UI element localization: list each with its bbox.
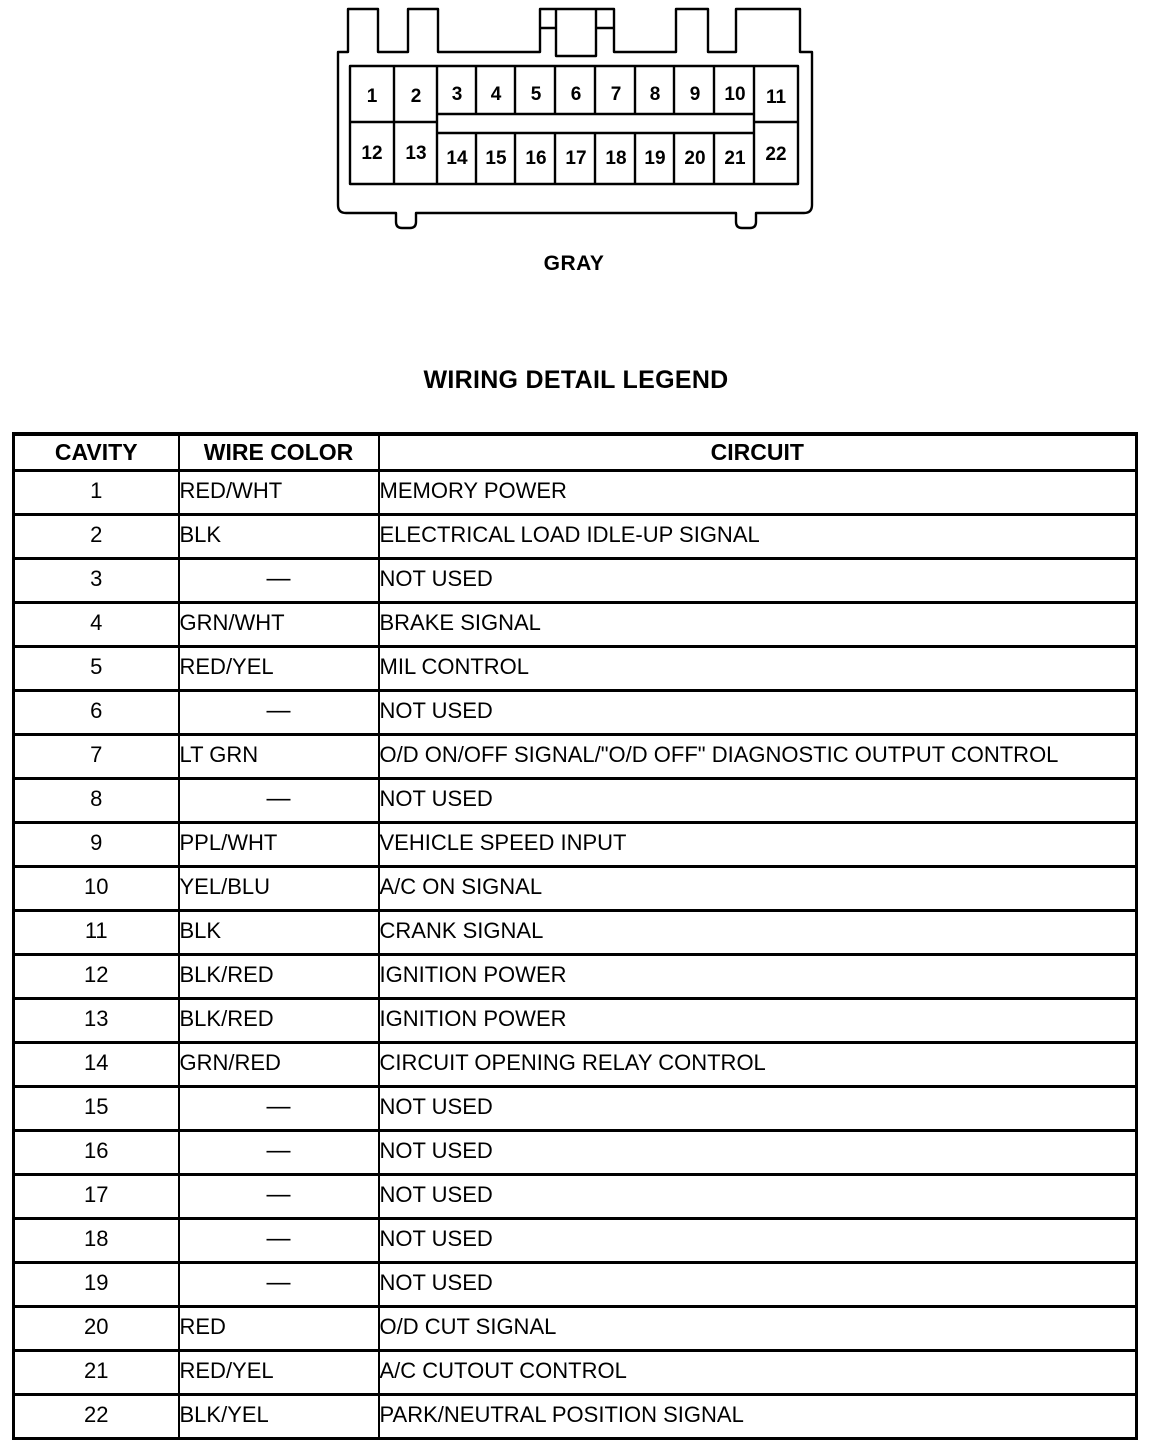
header-cavity: CAVITY	[14, 434, 179, 471]
pin-label: 20	[684, 148, 706, 169]
wire-color-cell: —	[179, 559, 379, 603]
wire-color-cell: RED/WHT	[179, 471, 379, 515]
pin-label: 22	[765, 144, 787, 165]
table-row	[14, 779, 1137, 823]
circuit-cell: NOT USED	[379, 1131, 1137, 1175]
wire-color-cell: RED	[179, 1307, 379, 1351]
table-row	[14, 999, 1137, 1043]
cavity-cell: 8	[14, 779, 179, 823]
table-row	[14, 735, 1137, 779]
pin-label: 14	[446, 148, 468, 169]
cavity-cell: 13	[14, 999, 179, 1043]
wire-color-cell: BLK/RED	[179, 955, 379, 999]
pin-label: 4	[490, 84, 502, 105]
circuit-cell: NOT USED	[379, 1175, 1137, 1219]
table-row	[14, 603, 1137, 647]
cavity-cell: 15	[14, 1087, 179, 1131]
circuit-cell: A/C CUTOUT CONTROL	[379, 1351, 1137, 1395]
circuit-cell: O/D CUT SIGNAL	[379, 1307, 1137, 1351]
wire-color-cell: GRN/WHT	[179, 603, 379, 647]
cavity-cell: 12	[14, 955, 179, 999]
connector-key	[540, 9, 614, 56]
circuit-cell: A/C ON SIGNAL	[379, 867, 1137, 911]
pin-label: 11	[765, 87, 787, 108]
cavity-cell: 7	[14, 735, 179, 779]
pin-label: 1	[366, 86, 378, 107]
wire-color-cell: BLK/YEL	[179, 1395, 379, 1439]
wire-color-cell: —	[179, 1263, 379, 1307]
wire-color-cell: BLK	[179, 515, 379, 559]
table-row	[14, 1395, 1137, 1439]
wire-color-cell: RED/YEL	[179, 647, 379, 691]
cavity-cell: 11	[14, 911, 179, 955]
cavity-cell: 4	[14, 603, 179, 647]
pin-label: 10	[724, 84, 746, 105]
connector-color-label: GRAY	[543, 252, 605, 275]
wire-color-cell: RED/YEL	[179, 1351, 379, 1395]
table-row	[14, 955, 1137, 999]
circuit-cell: CRANK SIGNAL	[379, 911, 1137, 955]
circuit-cell: NOT USED	[379, 779, 1137, 823]
circuit-cell: PARK/NEUTRAL POSITION SIGNAL	[379, 1395, 1137, 1439]
circuit-cell: MIL CONTROL	[379, 647, 1137, 691]
circuit-cell: VEHICLE SPEED INPUT	[379, 823, 1137, 867]
header-circuit: CIRCUIT	[379, 434, 1137, 471]
cavity-cell: 2	[14, 515, 179, 559]
wire-color-cell: —	[179, 779, 379, 823]
wire-color-cell: —	[179, 691, 379, 735]
wire-color-cell: BLK/RED	[179, 999, 379, 1043]
table-row	[14, 823, 1137, 867]
wire-color-cell: —	[179, 1219, 379, 1263]
legend-body	[14, 471, 1137, 1439]
wire-color-cell: GRN/RED	[179, 1043, 379, 1087]
cavity-cell: 1	[14, 471, 179, 515]
table-row	[14, 1175, 1137, 1219]
pin-label: 19	[644, 148, 666, 169]
wire-color-cell: YEL/BLU	[179, 867, 379, 911]
wire-color-cell: —	[179, 1087, 379, 1131]
pin-label: 16	[525, 148, 547, 169]
cavity-cell: 18	[14, 1219, 179, 1263]
table-row	[14, 559, 1137, 603]
table-row	[14, 471, 1137, 515]
circuit-cell: O/D ON/OFF SIGNAL/"O/D OFF" DIAGNOSTIC OUTPUT CONTROL	[379, 735, 1137, 779]
pin-label: 9	[689, 84, 701, 105]
wire-color-cell: —	[179, 1175, 379, 1219]
cavity-cell: 17	[14, 1175, 179, 1219]
table-row	[14, 691, 1137, 735]
pin-label: 18	[605, 148, 627, 169]
cavity-cell: 9	[14, 823, 179, 867]
table-row	[14, 1087, 1137, 1131]
table-row	[14, 515, 1137, 559]
table-row	[14, 1263, 1137, 1307]
circuit-cell: ELECTRICAL LOAD IDLE-UP SIGNAL	[379, 515, 1137, 559]
circuit-cell: CIRCUIT OPENING RELAY CONTROL	[379, 1043, 1137, 1087]
table-row	[14, 1043, 1137, 1087]
circuit-cell: NOT USED	[379, 1219, 1137, 1263]
pin-label: 5	[530, 84, 542, 105]
circuit-cell: IGNITION POWER	[379, 999, 1137, 1043]
table-row	[14, 1219, 1137, 1263]
header-wire-color: WIRE COLOR	[179, 434, 379, 471]
cavity-cell: 21	[14, 1351, 179, 1395]
circuit-cell: NOT USED	[379, 1263, 1137, 1307]
pin-label: 2	[410, 86, 422, 107]
cavity-cell: 3	[14, 559, 179, 603]
legend-title: WIRING DETAIL LEGEND	[423, 366, 729, 394]
pin-label: 7	[610, 84, 622, 105]
pin-label: 6	[570, 84, 582, 105]
cavity-cell: 16	[14, 1131, 179, 1175]
table-row	[14, 1131, 1137, 1175]
pin-label: 17	[565, 148, 587, 169]
table-row	[14, 911, 1137, 955]
pin-label: 13	[405, 143, 427, 164]
wire-color-cell: BLK	[179, 911, 379, 955]
cavity-cell: 6	[14, 691, 179, 735]
cavity-cell: 22	[14, 1395, 179, 1439]
connector-housing	[338, 9, 812, 228]
circuit-cell: NOT USED	[379, 559, 1137, 603]
wiring-legend-table	[12, 432, 1138, 1440]
circuit-cell: NOT USED	[379, 1087, 1137, 1131]
circuit-cell: BRAKE SIGNAL	[379, 603, 1137, 647]
pin-label: 3	[451, 84, 463, 105]
cavity-cell: 19	[14, 1263, 179, 1307]
table-row	[14, 867, 1137, 911]
pin-label: 21	[724, 148, 746, 169]
table-header-row	[14, 434, 1137, 471]
circuit-cell: IGNITION POWER	[379, 955, 1137, 999]
table-row	[14, 647, 1137, 691]
pin-label: 15	[485, 148, 507, 169]
circuit-cell: NOT USED	[379, 691, 1137, 735]
circuit-cell: MEMORY POWER	[379, 471, 1137, 515]
wire-color-cell: PPL/WHT	[179, 823, 379, 867]
pin-label: 8	[649, 84, 661, 105]
cavity-cell: 14	[14, 1043, 179, 1087]
cavity-cell: 5	[14, 647, 179, 691]
table-row	[14, 1307, 1137, 1351]
pin-label: 12	[361, 143, 383, 164]
cavity-cell: 20	[14, 1307, 179, 1351]
wire-color-cell: —	[179, 1131, 379, 1175]
wire-color-cell: LT GRN	[179, 735, 379, 779]
cavity-cell: 10	[14, 867, 179, 911]
